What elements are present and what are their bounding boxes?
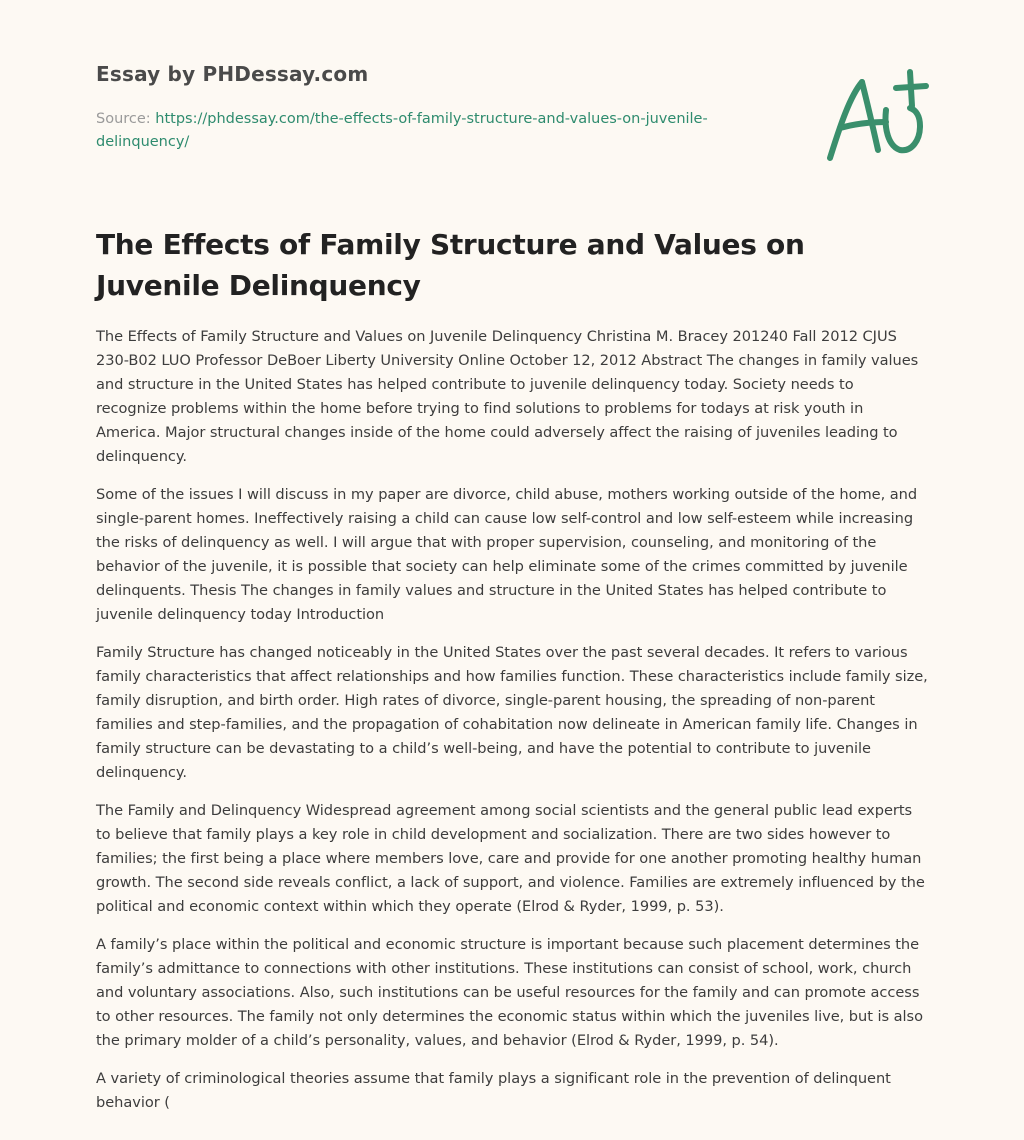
paragraph: Some of the issues I will discuss in my paper are divorce, child abuse, mothers working outside of the home, and single-parent homes. Ineffectively raising a child can cause low self-control and low self-esteem while increasing the risks of delinquency as well. I will argue that with proper supervision, counseling, and monitoring of the behavior of the juvenile, it is possible that society can help eliminate some of the crimes committed by juvenile delinquents. Thesis The changes in family values and structure in the United States has helped contribute to juvenile delinquency today Introduction bbox=[96, 486, 918, 623]
page-title: The Effects of Family Structure and Values on Juvenile Delinquency bbox=[96, 228, 805, 302]
paragraph: The Effects of Family Structure and Values on Juvenile Delinquency Christina M. Bracey 201240 Fall 2012 CJUS 230-B02 LUO Professor DeBoer Liberty University Online October 12, 2012 Abstract The changes in family values and structure in the United States has helped contribute to juvenile delinquency today. Society needs to recognize problems within the home before trying to find solutions to problems for todays at risk youth in America. Major structural changes inside of the home could adversely affect the raising of juveniles leading to delinquency. bbox=[96, 328, 919, 465]
source-label: Source: bbox=[96, 111, 151, 127]
paragraph: A variety of criminological theories assume that family plays a significant role in the prevention of delinquent behavior ( bbox=[96, 1070, 891, 1111]
site-brand: Essay by PHDessay.com bbox=[96, 62, 369, 86]
page-header bbox=[96, 62, 796, 154]
article-body bbox=[96, 325, 928, 1129]
paragraph: A family’s place within the political and economic structure is important because such placement determines the family’s admittance to connections with other institutions. These institutions can consist of school, work, church and voluntary associations. Also, such institutions can be useful resources for the family and can promote access to other resources. The family not only determines the economic status within which the juveniles live, but is also the primary molder of a child’s personality, values, and behavior (Elrod & Ryder, 1999, p. 54). bbox=[96, 936, 923, 1049]
source-link[interactable]: https://phdessay.com/the-effects-of-family-structure-and-values-on-juvenile-delinquency/ bbox=[96, 111, 708, 150]
source-line bbox=[96, 108, 796, 154]
paragraph: Family Structure has changed noticeably in the United States over the past several decades. It refers to various family characteristics that affect relationships and how families function. These characteristics include family size, family disruption, and birth order. High rates of divorce, single-parent housing, the spreading of non-parent families and step-families, and the propagation of cohabitation now delineate in American family life. Changes in family structure can be devastating to a child’s well-being, and have the potential to contribute to juvenile delinquency. bbox=[96, 644, 928, 781]
paragraph: The Family and Delinquency Widespread agreement among social scientists and the general public lead experts to believe that family plays a key role in child development and socialization. There are two sides however to families; the first being a place where members love, care and provide for one another promoting healthy human growth. The second side reveals conflict, a lack of support, and violence. Families are extremely influenced by the political and economic context within which they operate (Elrod & Ryder, 1999, p. 53). bbox=[96, 802, 925, 915]
a-plus-grade-icon bbox=[822, 66, 932, 166]
